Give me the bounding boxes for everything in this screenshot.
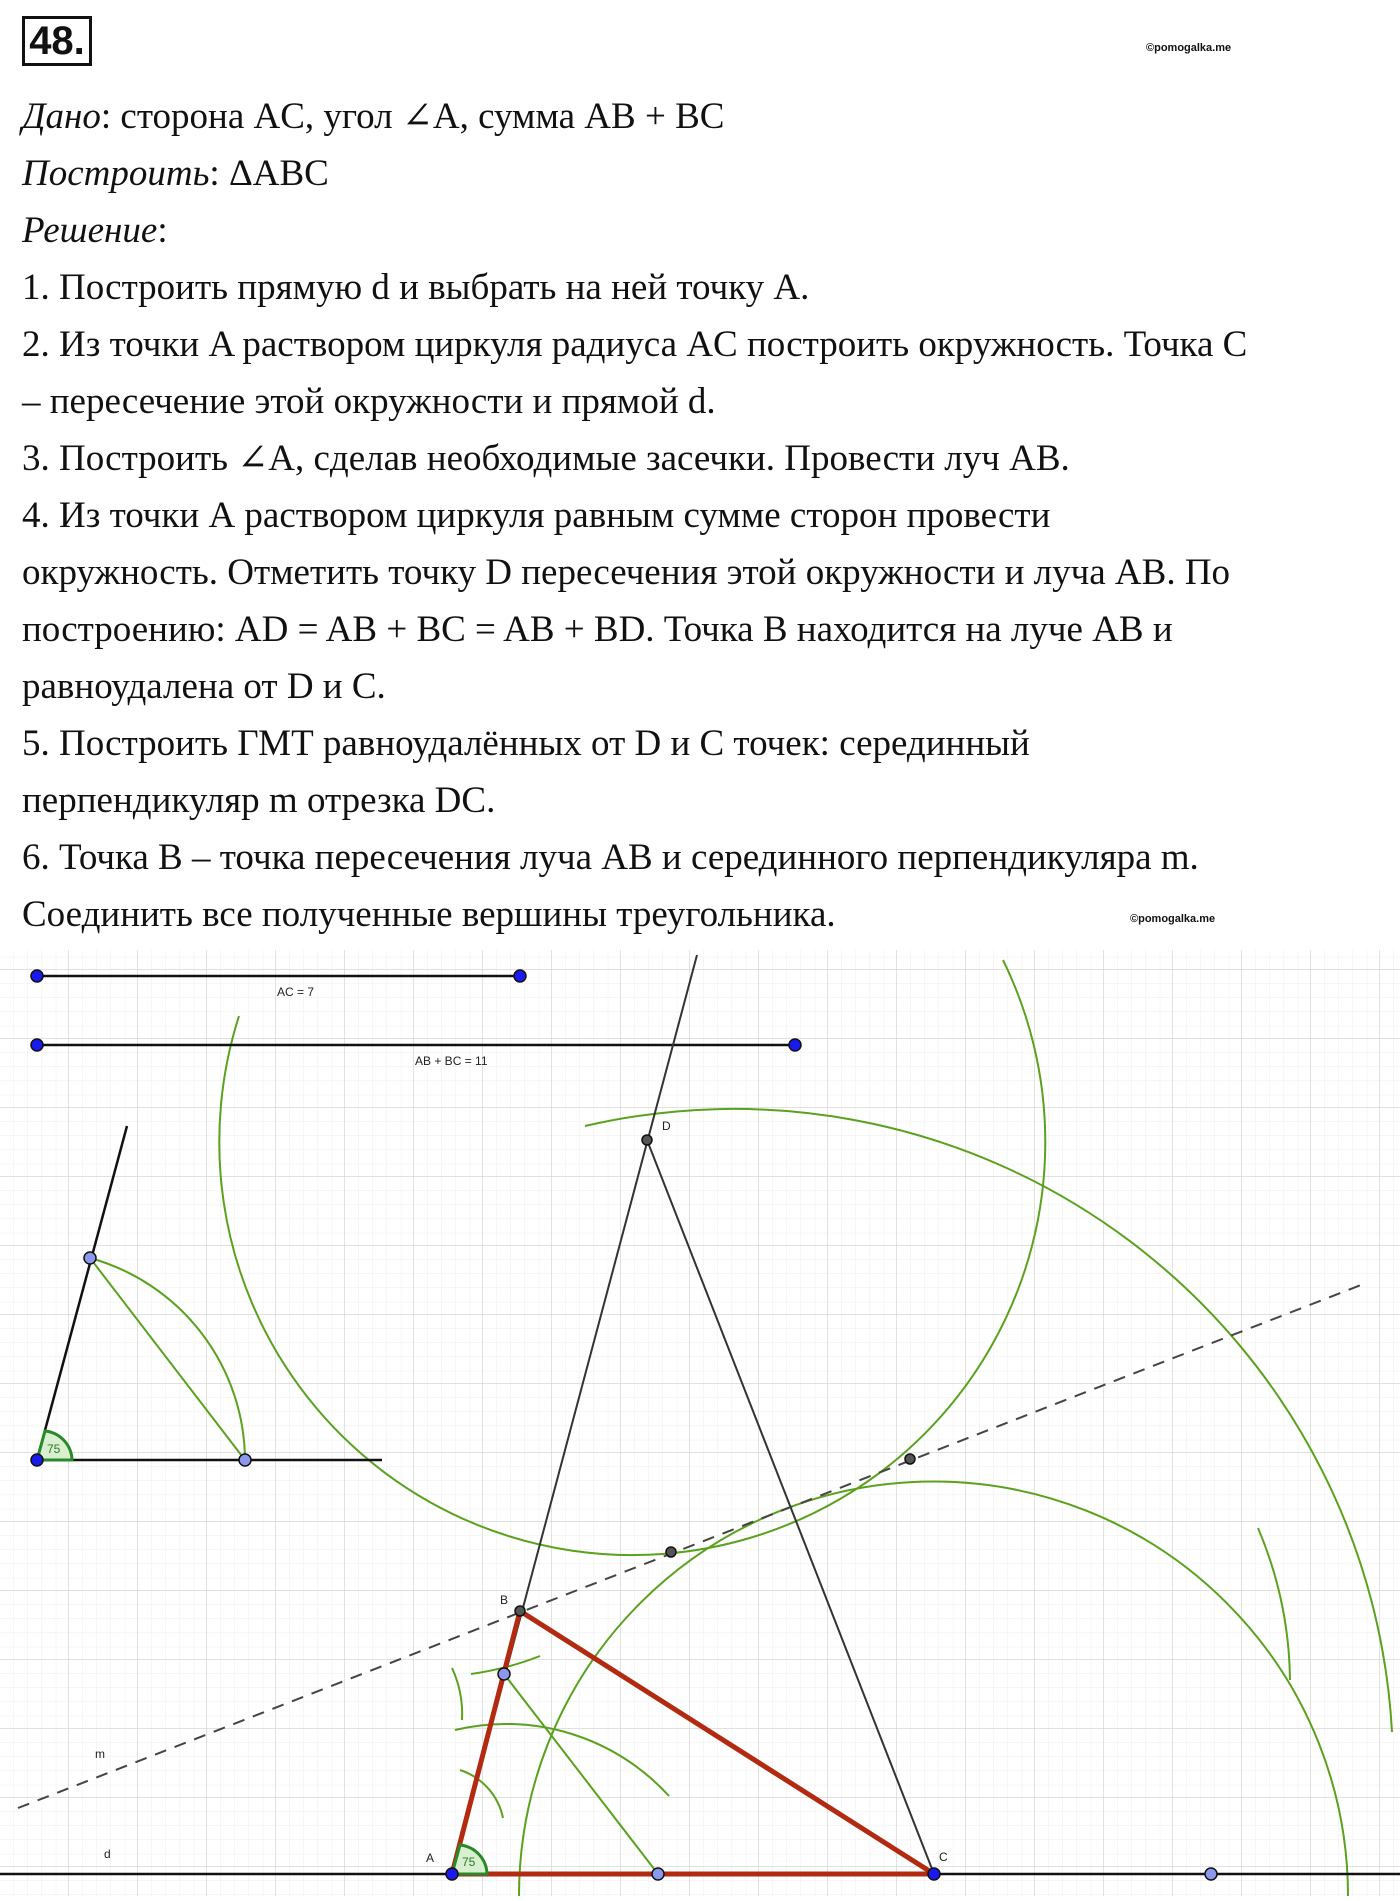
point-c — [928, 1868, 940, 1880]
step-line: 3. Построить ∠A, сделав необходимые засечки. Провести луч AB. — [22, 438, 1070, 479]
point-on-d-2 — [1205, 1868, 1217, 1880]
given-text: : сторона AC, угол ∠A, сумма AB + BC — [100, 96, 725, 137]
watermark-bottom: ©pomogalka.me — [1130, 913, 1216, 925]
angle-model-vertex-point — [31, 1454, 43, 1466]
step-line: построению: AD = AB + BC = AB + BD. Точка B находится на луче AB и — [22, 609, 1173, 650]
problem-number: 48. — [22, 16, 92, 66]
step-line: 6. Точка B – точка пересечения луча AB и серединного перпендикуляра m. — [22, 837, 1199, 878]
point-d — [642, 1135, 652, 1145]
step-line: 4. Из точки А раствором циркуля равным сумме сторон провести — [22, 495, 1051, 536]
point-b — [515, 1606, 525, 1616]
segment-ac-label: AC = 7 — [277, 985, 315, 999]
segment-ac-end-point — [514, 970, 526, 982]
step-line: 5. Построить ГМТ равноудалённых от D и C точек: серединный — [22, 723, 1030, 764]
segment-ac-start-point — [31, 970, 43, 982]
problem-text — [22, 88, 1382, 943]
line-label-m: m — [95, 1747, 105, 1761]
step-line: Соединить все полученные вершины треугольника. — [22, 894, 836, 935]
solution-label: Решение — [22, 210, 158, 251]
step-line: – пересечение этой окружности и прямой d. — [22, 381, 716, 422]
given-label: Дано — [22, 96, 101, 137]
bisector-intersection-lower — [666, 1547, 676, 1557]
segment-sum-end-point — [789, 1039, 801, 1051]
construction-svg — [0, 950, 1400, 1896]
construction-figure — [0, 950, 1400, 1896]
point-on-ray-ab — [498, 1668, 510, 1680]
point-label-a: A — [426, 1851, 435, 1865]
bisector-intersection-upper — [905, 1454, 915, 1464]
construct-label: Построить — [22, 153, 210, 194]
solution-colon: : — [157, 210, 168, 251]
construct-line — [22, 145, 1382, 202]
step-line: равноудалена от D и C. — [22, 666, 386, 707]
step-line: 1. Построить прямую d и выбрать на ней точку A. — [22, 267, 810, 308]
angle-model-value: 75 — [47, 1442, 61, 1456]
point-a — [446, 1868, 458, 1880]
line-label-d: d — [104, 1847, 111, 1861]
step-line: 2. Из точки A раствором циркуля радиуса AC построить окружность. Точка C — [22, 324, 1248, 365]
step-line: окружность. Отметить точку D пересечения этой окружности и луча AB. По — [22, 552, 1231, 593]
segment-sum-start-point — [31, 1039, 43, 1051]
grid-background — [0, 950, 1400, 1896]
angle-a-value: 75 — [462, 1855, 476, 1869]
point-label-b: B — [500, 1593, 509, 1607]
construct-text: : ΔABC — [209, 153, 329, 194]
step-line: перпендикуляр m отрезка DC. — [22, 780, 496, 821]
point-label-c: C — [939, 1850, 948, 1864]
point-on-d-1 — [652, 1868, 664, 1880]
watermark-top: ©pomogalka.me — [1146, 42, 1232, 54]
angle-model-base-point — [239, 1454, 251, 1466]
angle-model-ray-point — [84, 1252, 96, 1264]
given-line — [22, 88, 1382, 145]
solution-line — [22, 202, 1382, 259]
point-label-d: D — [662, 1119, 671, 1133]
segment-sum-label: AB + BC = 11 — [415, 1054, 488, 1068]
